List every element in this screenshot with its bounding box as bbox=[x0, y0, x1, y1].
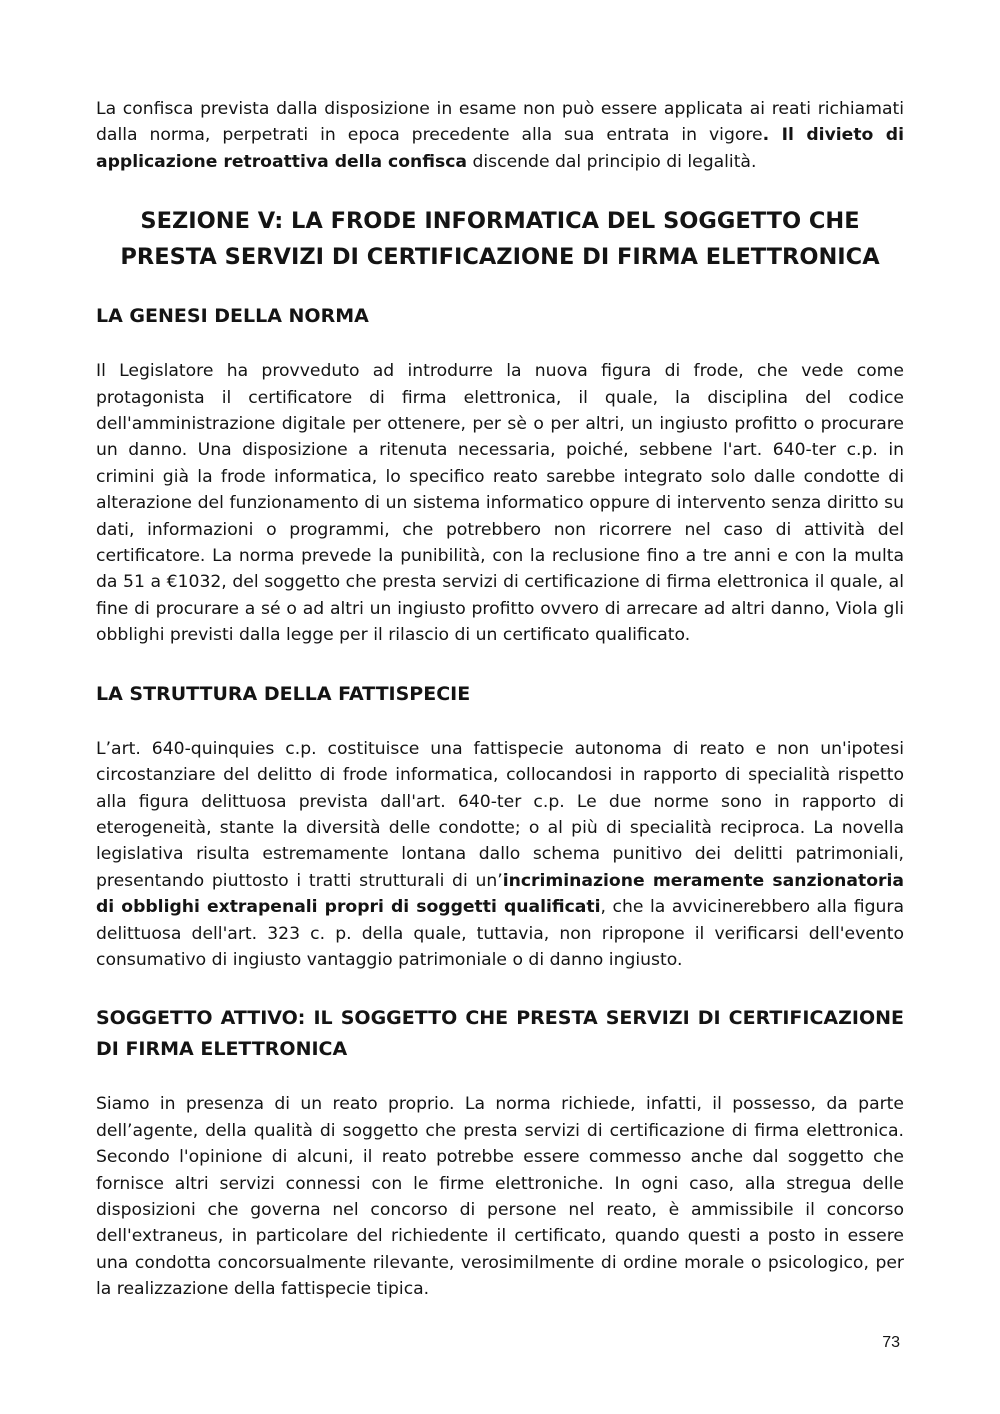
page-number: 73 bbox=[882, 1334, 900, 1351]
section-title: SEZIONE V: LA FRODE INFORMATICA DEL SOGGETTO CHE PRESTA SERVIZI DI CERTIFICAZIONE DI FIRMA ELETTRONICA bbox=[120, 208, 880, 271]
struttura-bold-text: incriminazione meramente sanzionatoria di obblighi extrapenali propri di soggetti qualificati bbox=[96, 870, 904, 918]
genesi-heading: LA GENESI DELLA NORMA bbox=[96, 305, 369, 328]
intro-text-b: discende dal principio di legalità. bbox=[467, 151, 757, 172]
intro-bold-text: . Il divieto di applicazione retroattiva della confisca bbox=[96, 125, 905, 172]
intro-paragraph bbox=[96, 96, 904, 175]
struttura-text-a: L’art. 640-quinquies c.p. costituisce una fattispecie autonoma di reato e non un'ipotesi circostanziare del delitto di frode informatica, collocandosi in rapporto di specialità rispetto alla figura delittuosa prevista dall'art. 640-ter c.p. Le due norme sono in rapporto di eterogeneità, stante la diversità delle condotte; o al più di specialità reciproca. La novella legislativa risulta estremamente lontana dallo schema punitivo dei delitti patrimoniali, presentando piuttosto i tratti strutturali di un’ bbox=[96, 738, 904, 891]
soggetto-paragraph: Siamo in presenza di un reato proprio. La norma richiede, infatti, il possesso, da parte dell’agente, della qualità di soggetto che presta servizi di certificazione di firma elettronica. Secondo l'opinione di alcuni, il reato potrebbe essere commesso anche dal soggetto che fornisce altri servizi connessi con le firme elettroniche. In ogni caso, alla stregua delle disposizioni che governa nel concorso di persone nel reato, è ammissibile il concorso dell'extraneus, in particolare del richiedente il certificato, quando questi a posto in essere una condotta concorsualmente rilevante, verosimilmente di ordine morale o psicologico, per la realizzazione della fattispecie tipica. bbox=[96, 1094, 904, 1300]
struttura-heading: LA STRUTTURA DELLA FATTISPECIE bbox=[96, 682, 471, 705]
intro-text-a: La confisca prevista dalla disposizione in esame non può essere applicata ai reati richiamati dalla norma, perpetrati in epoca precedente alla sua entrata in vigore bbox=[96, 99, 904, 146]
struttura-paragraph bbox=[96, 736, 904, 974]
soggetto-heading: SOGGETTO ATTIVO: IL SOGGETTO CHE PRESTA SERVIZI DI CERTIFICAZIONE DI FIRMA ELETTRONICA bbox=[96, 1007, 904, 1061]
struttura-text-b: , che la avvicinerebbero alla figura delittuosa dell'art. 323 c. p. della quale, tuttavia, non ripropone il verificarsi dell'evento consumativo di ingiusto vantaggio patrimoniale o di danno ingiusto. bbox=[96, 897, 904, 970]
document-page bbox=[96, 96, 904, 1303]
genesi-paragraph: Il Legislatore ha provveduto ad introdurre la nuova figura di frode, che vede come protagonista il certificatore di firma elettronica, il quale, la disciplina del codice dell'amministrazione digitale per ottenere, per sè o per altri, un ingiusto profitto o procurare un danno. Una disposizione a ritenuta necessaria, poiché, sebbene l'art. 640-ter c.p. in crimini già la frode informatica, lo specifico reato sarebbe integrato solo dalle condotte di alterazione del funzionamento di un sistema informatico oppure di intervento senza diritto su dati, informazioni o programmi, che potrebbero non ricorrere nel caso di attività del certificatore. La norma prevede la punibilità, con la reclusione fino a tre anni e con la multa da 51 a €1032, del soggetto che presta servizi di certificazione di firma elettronica il quale, al fine di procurare a sé o ad altri un ingiusto profitto ovvero di arrecare ad altri danno, Viola gli obblighi previsti dalla legge per il rilascio di un certificato qualificato. bbox=[96, 361, 904, 646]
